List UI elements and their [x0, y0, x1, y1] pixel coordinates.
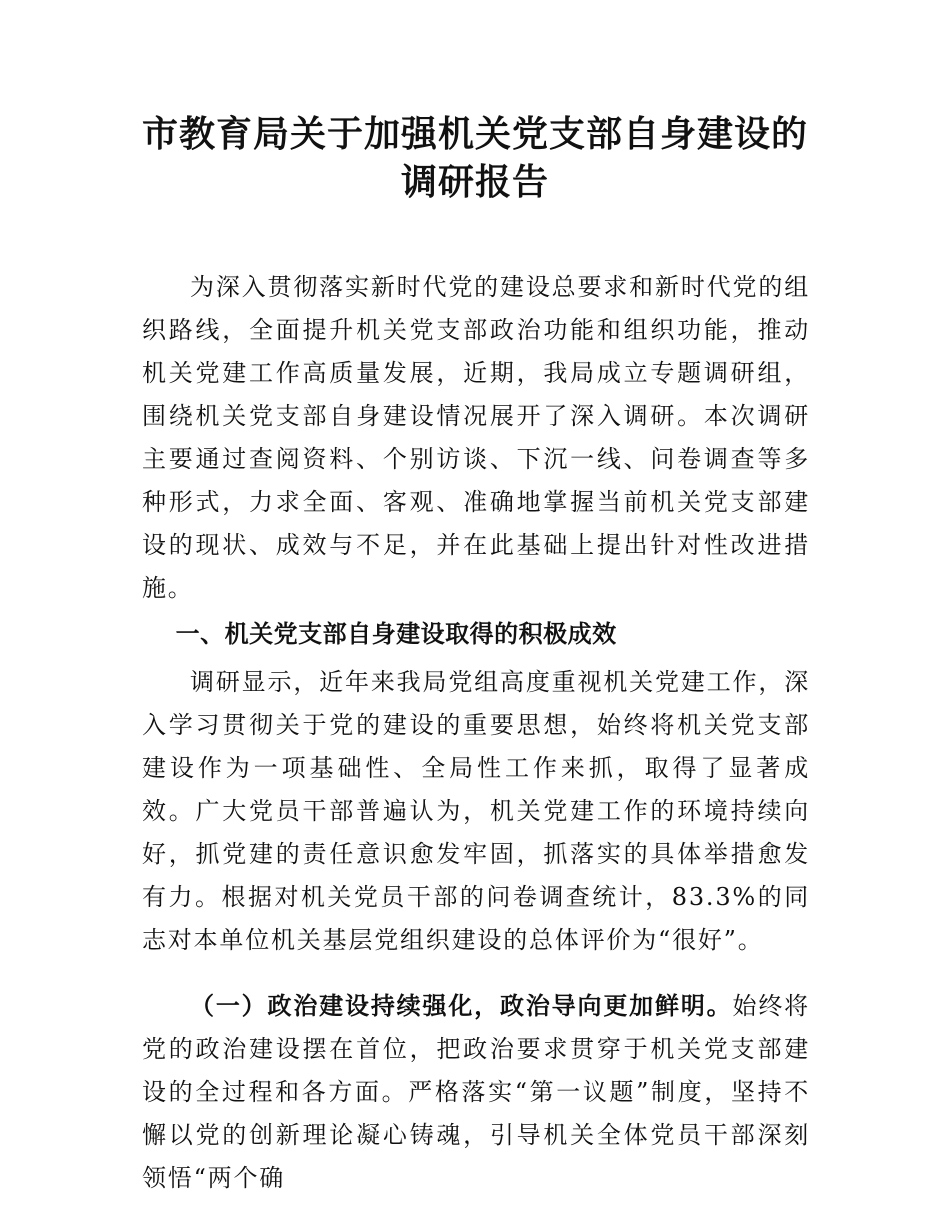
- section-heading-1: 一、机关党支部自身建设取得的积极成效: [175, 620, 617, 648]
- intro-paragraph: 为深入贯彻落实新时代党的建设总要求和新时代党的组织路线，全面提升机关党支部政治功能和组织功能，推动机关党建工作高质量发展，近期，我局成立专题调研组，围绕机关党支部自身建设情况展开了深入调研。本次调研主要通过查阅资料、个别访谈、下沉一线、问卷调查等多种形式，力求全面、客观、准确地掌握当前机关党支部建设的现状、成效与不足，并在此基础上提出针对性改进措施。: [142, 273, 810, 602]
- section-1-paragraph: 调研显示，近年来我局党组高度重视机关党建工作，深入学习贯彻关于党的建设的重要思想，始终将机关党支部建设作为一项基础性、全局性工作来抓，取得了显著成效。广大党员干部普遍认为，机关党建工作的环境持续向好，抓党建的责任意识愈发牢固，抓落实的具体举措愈发有力。根据对机关党员干部的问卷调查统计，83.3%的同志对本单位机关基层党组织建设的总体评价为“很好”。: [142, 668, 810, 954]
- report-body: [142, 266, 810, 1200]
- subsection-heading-1: （一）政治建设持续强化，政治导向更加鲜明。: [190, 991, 733, 1020]
- subsection-paragraph-1: [142, 984, 810, 1200]
- report-title: 市教育局关于加强机关党支部自身建设的调研报告: [141, 113, 808, 203]
- subsection-text-1: 始终将党的政治建设摆在首位，把政治要求贯穿于机关党支部建设的全过程和各方面。严格落实“第一议题”制度，坚持不懈以党的创新理论凝心铸魂，引导机关全体党员干部深刻领悟“两个确: [142, 992, 810, 1192]
